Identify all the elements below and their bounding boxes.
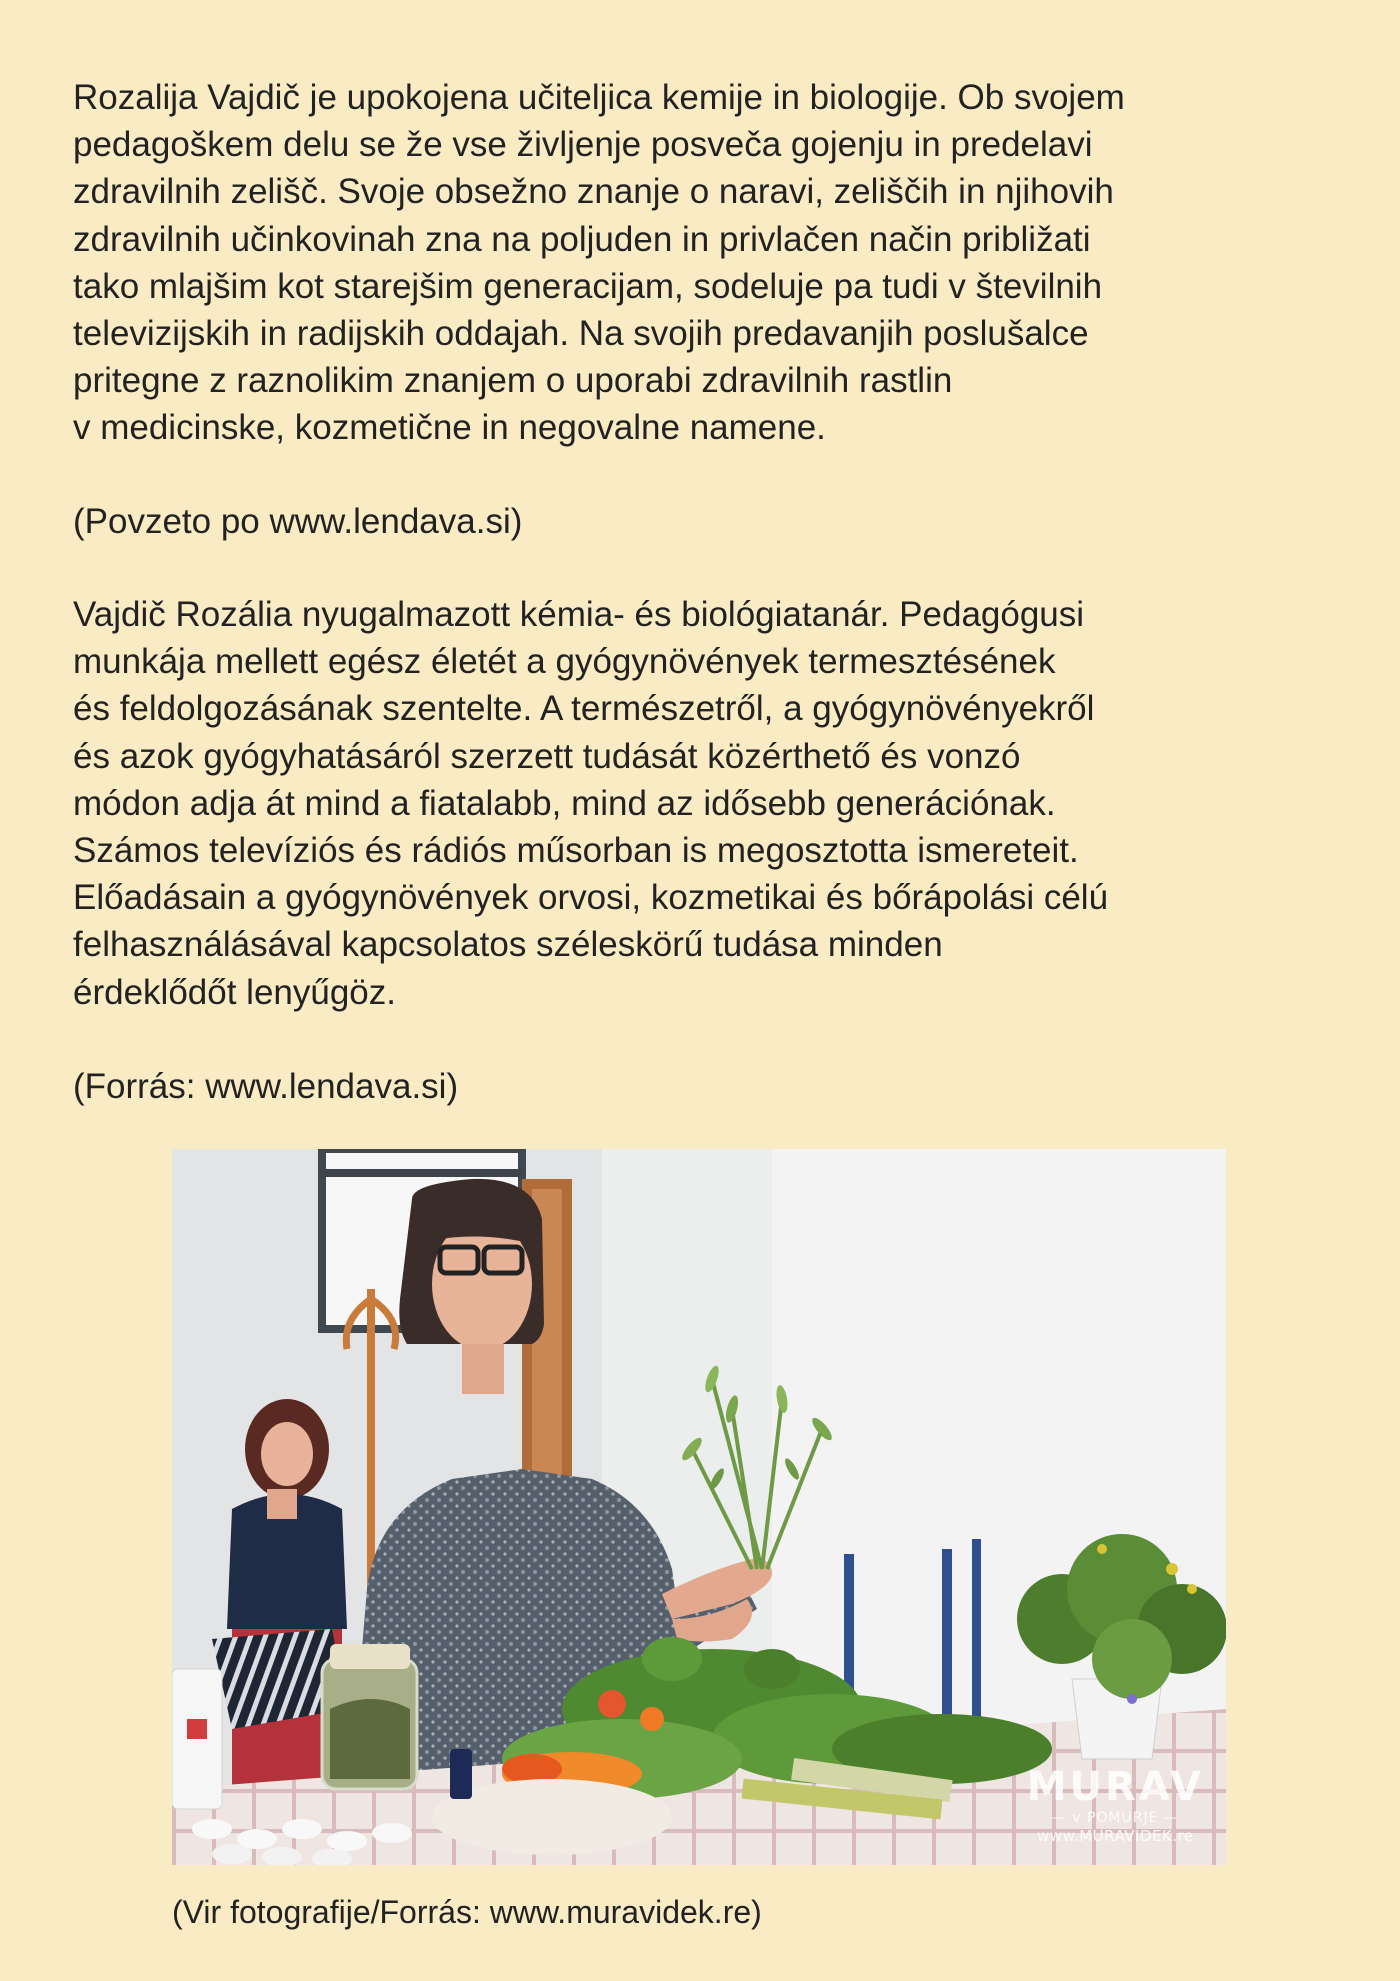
watermark-url: www.MURAVIDEK.re (1037, 1827, 1194, 1845)
watermark-tagline: — v POMURJE — (1051, 1810, 1179, 1826)
hungarian-source: (Forrás: www.lendava.si) (73, 1067, 459, 1106)
watermark-logo: MURAV (1026, 1764, 1204, 1810)
small-bottle (450, 1749, 472, 1799)
herbalist-photo (172, 1149, 1226, 1865)
hungarian-paragraph: Vajdič Rozália nyugalmazott kémia- és biológiatanár. Pedagógusi munkája mellett egész életét a gyógynövények termesztésének és feldolgozásának szentelte. A természetről, a gyógynövényekről és azok gyógyhatásáról szerzett tudását közérthető és vonzó módon adja át mind a fiatalabb, mind az idősebb generációnak. Számos televíziós és rádiós műsorban is megosztotta ismereteit. Előadásain a gyógynövények orvosi, kozmetikai és bőrápolási célú felhasználásával kapcsolatos széleskörű tudása minden érdeklődőt lenyűgöz. (73, 595, 1109, 1012)
slovenian-source: (Povzeto po www.lendava.si) (73, 502, 523, 541)
slovenian-paragraph: Rozalija Vajdič je upokojena učiteljica kemije in biologije. Ob svojem pedagoškem delu se že vse življenje posveča gojenju in predelavi zdravilnih zelišč. Svoje obsežno znanje o naravi, zeliščih in njihovih zdravilnih učinkovinah zna na poljuden in privlačen način približati tako mlajšim kot starejšim generacijam, sodeluje pa tudi v številnih televizijskih in radijskih oddajah. Na svojih predavanjih poslušalce pritegne z raznolikim znanjem o uporabi zdravilnih rastlin v medicinske, kozmetične in negovalne namene. (73, 78, 1125, 448)
photo-illustration (172, 1149, 1226, 1865)
photo-watermark (1027, 1765, 1204, 1845)
photo-caption: (Vir fotografije/Forrás: www.muravidek.re) (172, 1894, 762, 1930)
herb-jar (322, 1644, 417, 1789)
